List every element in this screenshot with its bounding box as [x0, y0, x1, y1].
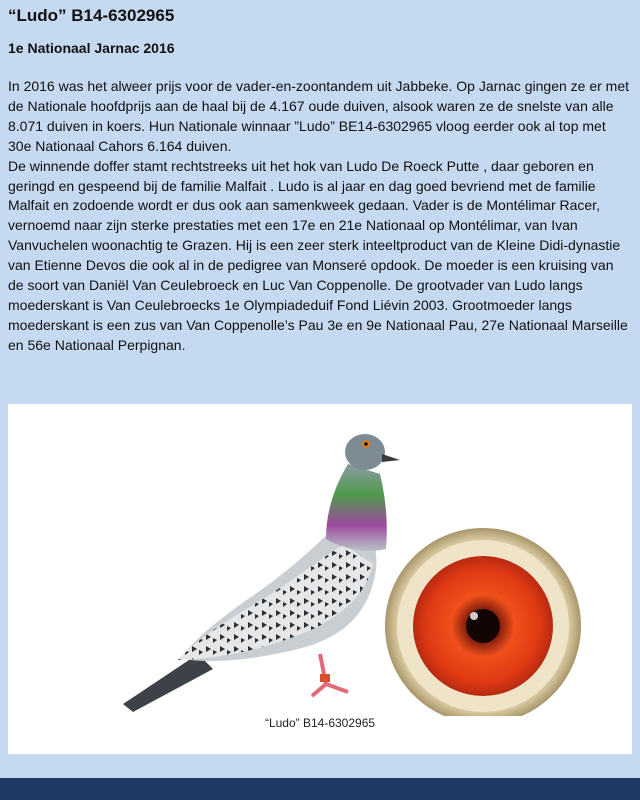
article-paragraph: De winnende doffer stamt rechtstreeks uit het hok van Ludo De Roeck Putte , daar geboren en geringd en gespeend bij de familie Malfait . Ludo is al jaar en dag goed bevriend met de familie Malfait en zodoende wordt er dus ook aan samenkweek gedaan. Vader is de Montélimar Racer, vernoemd naar zijn sterke prestaties met een 17e en 21e Nationaal op Montélimar, van Ivan Vanvuchelen woonachtig te Grazen. Hij is een zeer sterk inteeltproduct van de Kleine Didi-dynastie van Etienne Devos die ook al in de pedigree van Monseré opdook. De moeder is een kruising van de soort van Daniël Van Ceulebroeck en Luc Van Coppenolle. De grootvader van Ludo langs moederskant is Van Ceulebroecks 1e Olympiadeduif Fond Liévin 2003. Grootmoeder langs moederskant is een zus van Van Coppenolle’s Pau 3e en 9e Nationaal Pau, 27e Nationaal Marseille en 56e Nationaal Perpignan. — [8, 157, 628, 353]
article-paragraph: In 2016 was het alweer prijs voor de vader-en-zoontandem uit Jabbeke. Op Jarnac gingen ze er met de Nationale hoofdprijs aan de haal bij de 4.167 oude duiven, alsook waren ze de snelste van alle 8.071 duiven in koers. Hun Nationale winnaar ”Ludo” BE14-6302965 vloog eerder ook al top met 30e Nationaal Cahors 6.164 duiven. — [8, 78, 630, 154]
footer-bar — [0, 778, 640, 800]
article-body — [8, 77, 632, 356]
photo-caption: “Ludo” B14-6302965 — [264, 716, 376, 730]
page-title: “Ludo” B14-6302965 — [8, 6, 175, 25]
pigeon-eye-closeup — [385, 528, 581, 716]
page-subtitle: 1e Nationaal Jarnac 2016 — [8, 40, 175, 56]
pigeon-photo — [8, 404, 632, 716]
photo-panel — [8, 404, 632, 754]
pigeon-illustration — [123, 434, 400, 712]
